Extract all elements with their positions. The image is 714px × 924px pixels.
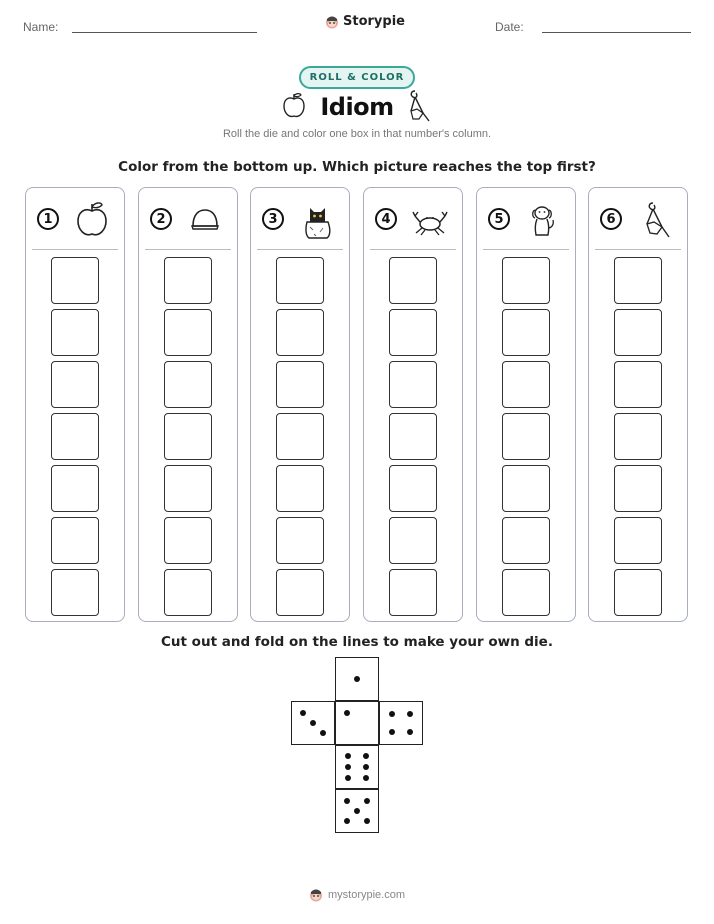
die-pip <box>320 730 326 736</box>
column-4 <box>363 187 463 622</box>
color-box[interactable] <box>502 413 550 460</box>
die-pip <box>345 775 351 781</box>
color-box[interactable] <box>389 309 437 356</box>
color-box[interactable] <box>164 309 212 356</box>
brand-name: Storypie <box>343 14 405 29</box>
color-box[interactable] <box>51 517 99 564</box>
date-line[interactable] <box>542 32 691 33</box>
color-box[interactable] <box>164 517 212 564</box>
die-pip <box>389 729 395 735</box>
column-number: 2 <box>150 208 172 230</box>
color-box[interactable] <box>502 465 550 512</box>
color-box[interactable] <box>389 361 437 408</box>
die-pip <box>363 764 369 770</box>
color-box[interactable] <box>389 257 437 304</box>
color-box[interactable] <box>614 309 662 356</box>
color-box[interactable] <box>164 413 212 460</box>
apple-icon <box>72 200 112 240</box>
column-2 <box>138 187 238 622</box>
die-pip <box>344 818 350 824</box>
die-pip <box>345 753 351 759</box>
column-3 <box>250 187 350 622</box>
column-divider <box>32 249 118 250</box>
color-box[interactable] <box>51 569 99 616</box>
column-number: 5 <box>488 208 510 230</box>
color-box[interactable] <box>164 361 212 408</box>
color-box[interactable] <box>164 569 212 616</box>
column-divider <box>595 249 681 250</box>
die-pip <box>354 808 360 814</box>
die-face-4 <box>379 701 423 745</box>
die-pip <box>310 720 316 726</box>
color-box[interactable] <box>389 413 437 460</box>
brand-logo <box>325 14 405 29</box>
date-label: Date: <box>495 20 524 34</box>
column-6 <box>588 187 688 622</box>
activity-badge: ROLL & COLOR <box>299 66 416 89</box>
color-box[interactable] <box>502 257 550 304</box>
die-pip <box>363 753 369 759</box>
footer <box>309 887 405 902</box>
color-box[interactable] <box>614 413 662 460</box>
color-box[interactable] <box>164 465 212 512</box>
die-pip <box>407 729 413 735</box>
rope-title-icon <box>405 89 433 123</box>
die-face-5 <box>335 789 379 833</box>
column-divider <box>145 249 231 250</box>
column-divider <box>483 249 569 250</box>
page-title: Idiom <box>320 93 394 121</box>
storypie-mascot-icon <box>309 887 323 902</box>
name-label: Name: <box>23 20 59 34</box>
color-box[interactable] <box>614 361 662 408</box>
name-line[interactable] <box>72 32 257 33</box>
color-box[interactable] <box>276 517 324 564</box>
cat-in-bag-icon <box>297 200 337 240</box>
color-box[interactable] <box>614 465 662 512</box>
color-box[interactable] <box>614 569 662 616</box>
crab-icon <box>410 200 450 240</box>
color-box[interactable] <box>276 257 324 304</box>
color-box[interactable] <box>51 309 99 356</box>
column-number: 1 <box>37 208 59 230</box>
color-box[interactable] <box>276 309 324 356</box>
die-face-1 <box>335 657 379 701</box>
color-box[interactable] <box>276 465 324 512</box>
color-box[interactable] <box>51 413 99 460</box>
color-box[interactable] <box>614 517 662 564</box>
subtitle: Roll the die and color one box in that number's column. <box>222 128 492 140</box>
dome-icon <box>185 200 225 240</box>
color-box[interactable] <box>389 569 437 616</box>
column-number: 4 <box>375 208 397 230</box>
die-pip <box>364 818 370 824</box>
column-number: 3 <box>262 208 284 230</box>
die-pip <box>344 710 350 716</box>
rope-knot-icon <box>635 200 675 240</box>
column-divider <box>257 249 343 250</box>
color-box[interactable] <box>389 465 437 512</box>
color-box[interactable] <box>276 569 324 616</box>
die-pip <box>363 775 369 781</box>
die-pip <box>364 798 370 804</box>
footer-url[interactable]: mystorypie.com <box>328 888 406 901</box>
color-box[interactable] <box>502 361 550 408</box>
die-pip <box>344 798 350 804</box>
color-box[interactable] <box>614 257 662 304</box>
color-box[interactable] <box>51 465 99 512</box>
die-face-3 <box>291 701 335 745</box>
die-pip <box>407 711 413 717</box>
color-box[interactable] <box>276 361 324 408</box>
color-box[interactable] <box>51 257 99 304</box>
die-pip <box>345 764 351 770</box>
column-1 <box>25 187 125 622</box>
column-number: 6 <box>600 208 622 230</box>
color-box[interactable] <box>389 517 437 564</box>
puppy-icon <box>523 200 563 240</box>
color-box[interactable] <box>502 309 550 356</box>
die-face-1 <box>335 701 379 745</box>
die-pip <box>389 711 395 717</box>
instruction-heading: Color from the bottom up. Which picture reaches the top first? <box>118 159 596 175</box>
color-box[interactable] <box>502 517 550 564</box>
color-box[interactable] <box>51 361 99 408</box>
color-box[interactable] <box>502 569 550 616</box>
die-pip <box>300 710 306 716</box>
color-box[interactable] <box>164 257 212 304</box>
die-pip <box>354 676 360 682</box>
column-divider <box>370 249 456 250</box>
color-box[interactable] <box>276 413 324 460</box>
storypie-mascot-icon <box>325 14 339 29</box>
die-instruction: Cut out and fold on the lines to make your own die. <box>161 634 553 650</box>
column-5 <box>476 187 576 622</box>
die-face-6 <box>335 745 379 789</box>
